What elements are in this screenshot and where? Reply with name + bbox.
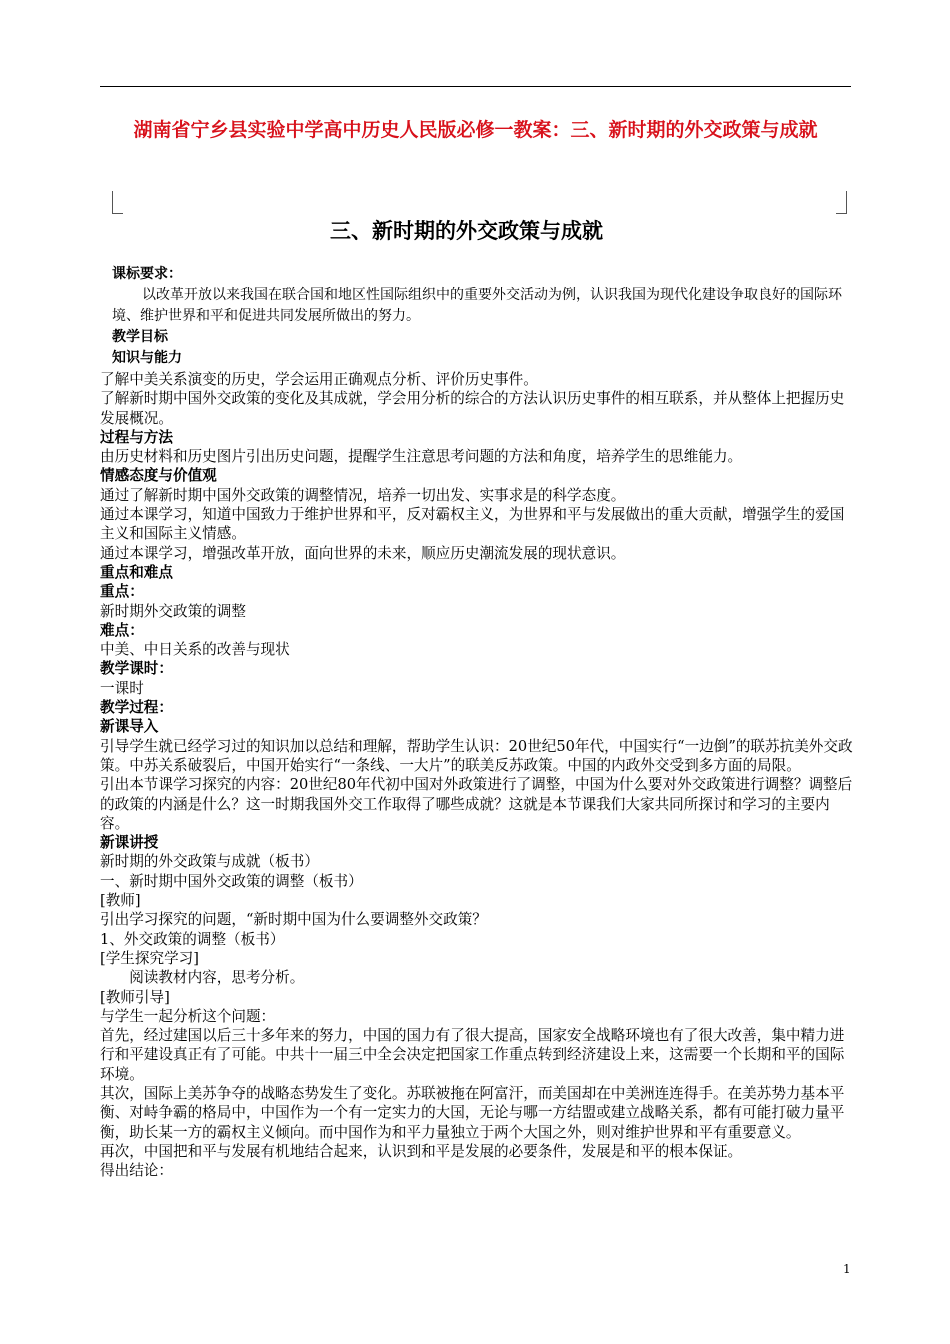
document-title: 湖南省宁乡县实验中学高中历史人民版必修一教案：三、新时期的外交政策与成就 — [133, 119, 818, 141]
section-heading: 重点和难点 — [100, 563, 173, 581]
paragraph: [教师引导] — [100, 988, 170, 1006]
paragraph: 了解中美关系演变的历史，学会运用正确观点分析、评价历史事件。 — [100, 371, 538, 388]
lesson-title: 三、新时期的外交政策与成就 — [330, 218, 603, 243]
body-text — [100, 370, 853, 1180]
section-heading: 过程与方法 — [100, 428, 173, 446]
paragraph: 与学生一起分析这个问题： — [100, 1007, 276, 1025]
paragraph: 引出学习探究的问题，“新时期中国为什么要调整外交政策？ — [100, 911, 487, 929]
paragraph: 了解新时期中国外交政策的变化及其成就，学会用分析的综合的方法认识历史事件的相互联系，并从整体上把握历史发展概况。 — [100, 390, 845, 427]
paragraph: [教师] — [100, 892, 141, 910]
section-heading: 情感态度与价值观 — [100, 467, 217, 485]
paragraph: 新时期外交政策的调整 — [100, 602, 246, 620]
paragraph: 其次，国际上美苏争夺的战略态势发生了变化。苏联被拖在阿富汗，而美国却在中美洲连连得手。在美苏势力基本平衡、对峙争霸的格局中，中国作为一个有一定实力的大国，无论与哪一方结盟或建立战略关系，都有可能打破力量平衡，助长某一方的霸权主义倾向。而中国作为和平力量独立于两个大国之外，则对维护世界和平有重要意义。 — [100, 1084, 845, 1141]
section-heading: 教学过程： — [100, 699, 173, 717]
paragraph: 引导学生就已经学习过的知识加以总结和理解，帮助学生认识：20世纪50年代，中国实行“一边倒”的联苏抗美外交政策。中苏关系破裂后，中国开始实行“一条线、一大片”的联美反苏政策。中国的内政外交受到多方面的局限。 — [100, 737, 853, 774]
knowledge-heading: 知识与能力 — [112, 350, 182, 366]
paragraph: 一、新时期中国外交政策的调整（板书） — [100, 872, 363, 890]
paragraph: 得出结论： — [100, 1162, 173, 1180]
paragraph: 1、外交政策的调整（板书） — [100, 930, 285, 948]
crop-mark-left — [112, 191, 123, 214]
section-heading: 重点： — [100, 583, 144, 601]
header-rule — [100, 86, 851, 87]
standards-block — [112, 264, 852, 369]
paragraph: 中美、中日关系的改善与现状 — [100, 641, 290, 659]
section-heading: 新课讲授 — [100, 834, 159, 852]
paragraph: 通过本课学习，增强改革开放，面向世界的未来，顺应历史潮流发展的现状意识。 — [100, 544, 626, 562]
paragraph: 一课时 — [100, 679, 144, 697]
paragraph: 再次，中国把和平与发展有机地结合起来，认识到和平是发展的必要条件，发展是和平的根本保证。 — [100, 1142, 743, 1160]
goals-heading: 教学目标 — [112, 329, 168, 345]
paragraph: 通过本课学习，知道中国致力于维护世界和平，反对霸权主义，为世界和平与发展做出的重大贡献，增强学生的爱国主义和国际主义情感。 — [100, 506, 845, 543]
paragraph: 通过了解新时期中国外交政策的调整情况，培养一切出发、实事求是的科学态度。 — [100, 486, 626, 504]
standards-text: 以改革开放以来我国在联合国和地区性国际组织中的重要外交活动为例，认识我国为现代化建设争取良好的国际环境、维护世界和平和促进共同发展所做出的努力。 — [112, 287, 842, 324]
paragraph: 由历史材料和历史图片引出历史问题，提醒学生注意思考问题的方法和角度，培养学生的思维能力。 — [100, 448, 743, 466]
standards-heading: 课标要求： — [112, 266, 182, 282]
section-heading: 教学课时： — [100, 660, 173, 678]
paragraph: 阅读教材内容，思考分析。 — [129, 969, 305, 987]
paragraph: 首先，经过建国以后三十多年来的努力，中国的国力有了很大提高，国家安全战略环境也有了很大改善，集中精力进行和平建设真正有了可能。中共十一届三中全会决定把国家工作重点转到经济建设上来，这需要一个长期和平的国际环境。 — [100, 1027, 845, 1083]
paragraph: 新时期的外交政策与成就（板书） — [100, 853, 319, 871]
paragraph: 引出本节课学习探究的内容：20世纪80年代初中国对外政策进行了调整，中国为什么要对外交政策进行调整？调整后的政策的内涵是什么？这一时期我国外交工作取得了哪些成就？这就是本节课我们大家共同所探讨和学习的主要内容。 — [100, 776, 853, 832]
section-heading: 难点： — [100, 621, 144, 639]
paragraph: [学生探究学习] — [100, 949, 199, 967]
page-number: 1 — [843, 1262, 851, 1276]
section-heading: 新课导入 — [100, 718, 159, 736]
crop-mark-right — [836, 191, 847, 214]
